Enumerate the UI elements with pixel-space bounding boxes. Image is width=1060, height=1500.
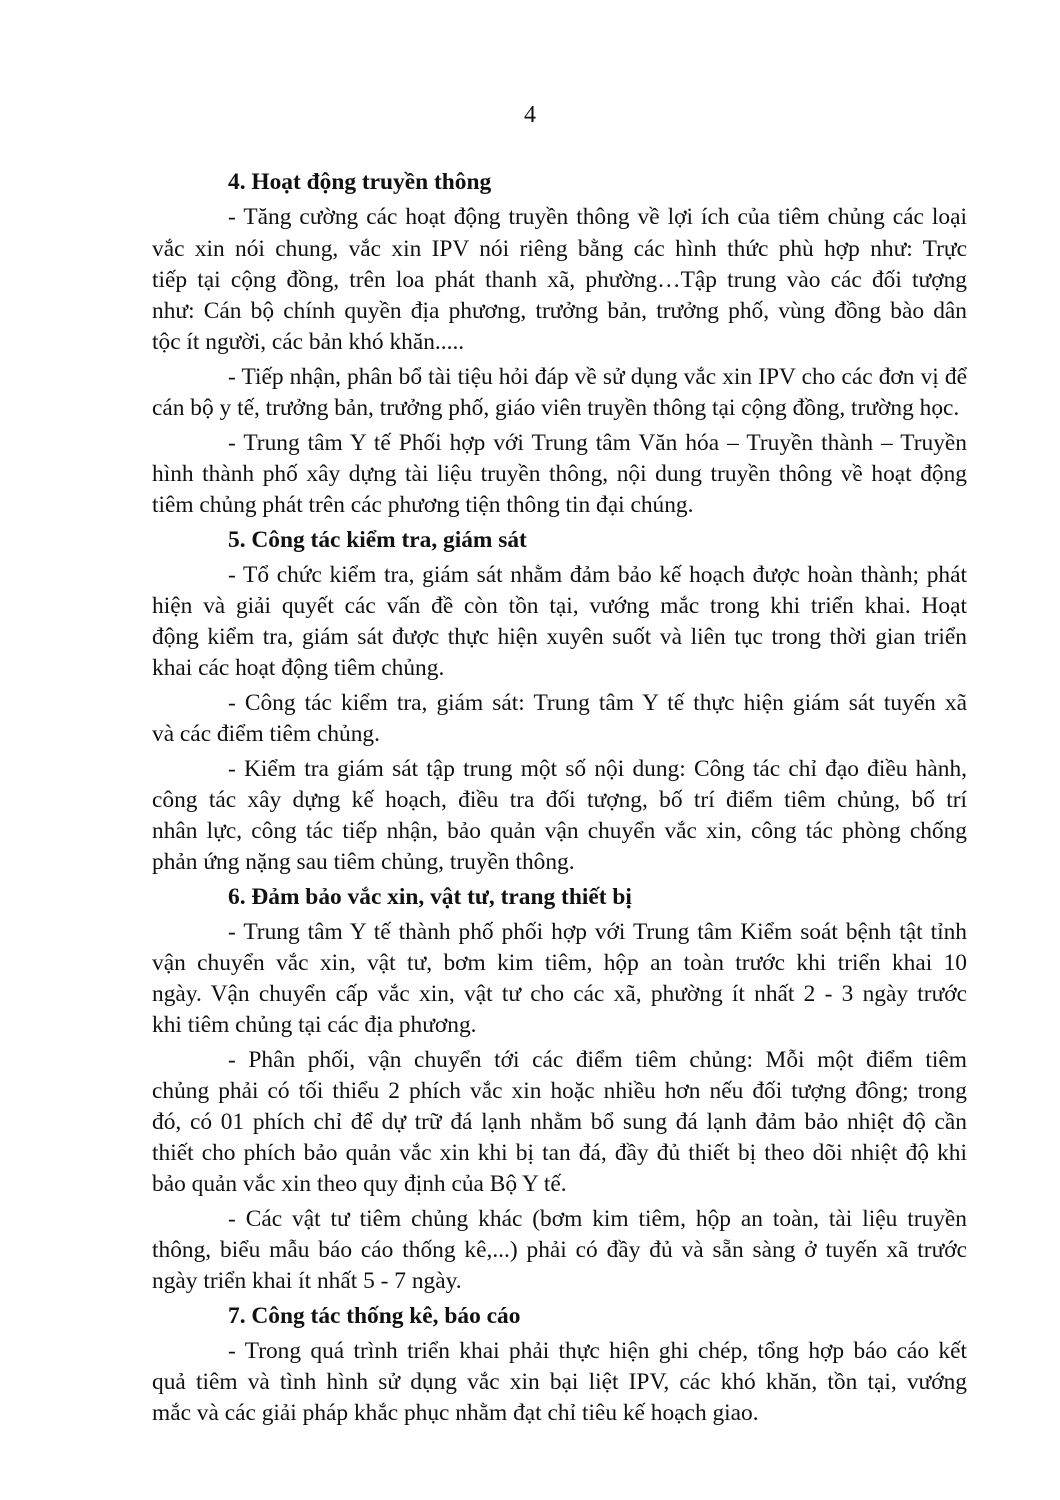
paragraph-line: ngày triển khai ít nhất 5 - 7 ngày. [152,1268,462,1294]
paragraph-line: và các điểm tiêm chủng. [152,721,380,747]
section-heading: 7. Công tác thống kê, báo cáo [228,1303,521,1329]
paragraph-line: - Kiểm tra giám sát tập trung một số nội dung: Công tác chỉ đạo điều hành, [228,756,967,782]
paragraph-line: - Tăng cường các hoạt động truyền thông về lợi ích của tiêm chủng các loại [228,204,967,230]
paragraph-line: cán bộ y tế, trưởng bản, trưởng phố, giáo viên truyền thông tại cộng đồng, trường học. [152,395,960,421]
paragraph-line: ngày. Vận chuyển cấp vắc xin, vật tư cho các xã, phường ít nhất 2 - 3 ngày trước [152,981,967,1007]
paragraph-line: - Phân phối, vận chuyển tới các điểm tiêm chủng: Mỗi một điểm tiêm [228,1047,967,1073]
paragraph-line: - Tiếp nhận, phân bổ tài tiệu hỏi đáp về sử dụng vắc xin IPV cho các đơn vị để [228,364,967,390]
page-number: 4 [524,102,536,128]
paragraph-line: nhân lực, công tác tiếp nhận, bảo quản vận chuyển vắc xin, công tác phòng chống [152,818,967,844]
paragraph-line: tiếp tại cộng đồng, trên loa phát thanh xã, phường…Tập trung vào các đối tượng [152,267,967,293]
section-heading: 4. Hoạt động truyền thông [228,169,492,195]
paragraph-line: chủng phải có tối thiểu 2 phích vắc xin hoặc nhiều hơn nếu đối tượng đông; trong [152,1078,967,1104]
paragraph-line: thông, biểu mẫu báo cáo thống kê,...) phải có đầy đủ và sẵn sàng ở tuyến xã trước [152,1237,967,1263]
paragraph-line: như: Cán bộ chính quyền địa phương, trưởng bản, trưởng phố, vùng đồng bào dân [152,298,967,324]
paragraph-line: - Trong quá trình triển khai phải thực hiện ghi chép, tổng hợp báo cáo kết [228,1338,967,1364]
paragraph-line: công tác xây dựng kế hoạch, điều tra đối tượng, bố trí điểm tiêm chủng, bố trí [152,787,967,813]
paragraph-line: hiện và giải quyết các vấn đề còn tồn tại, vướng mắc trong khi triển khai. Hoạt [152,593,967,619]
paragraph-line: tộc ít người, các bản khó khăn..... [152,329,465,355]
paragraph-line: vận chuyển vắc xin, vật tư, bơm kim tiêm, hộp an toàn trước khi triển khai 10 [152,950,967,976]
paragraph-line: quả tiêm và tình hình sử dụng vắc xin bại liệt IPV, các khó khăn, tồn tại, vướng [152,1369,967,1395]
paragraph-line: - Trung tâm Y tế thành phố phối hợp với Trung tâm Kiểm soát bệnh tật tỉnh [228,919,967,945]
paragraph-line: hình thành phố xây dựng tài liệu truyền thông, nội dung truyền thông về hoạt động [152,461,967,487]
paragraph-line: mắc và các giải pháp khắc phục nhằm đạt chỉ tiêu kế hoạch giao. [152,1400,759,1426]
paragraph-line: khai các hoạt động tiêm chủng. [152,655,445,681]
section-heading: 6. Đảm bảo vắc xin, vật tư, trang thiết bị [228,884,632,910]
paragraph-line: động kiểm tra, giám sát được thực hiện xuyên suốt và liên tục trong thời gian triển [152,624,967,650]
paragraph-line: bảo quản vắc xin theo quy định của Bộ Y tế. [152,1171,567,1197]
paragraph-line: vắc xin nói chung, vắc xin IPV nói riêng bằng các hình thức phù hợp như: Trực [152,236,967,262]
paragraph-line: khi tiêm chủng tại các địa phương. [152,1012,477,1038]
paragraph-line: - Tổ chức kiểm tra, giám sát nhằm đảm bảo kế hoạch được hoàn thành; phát [228,562,967,588]
paragraph-line: - Công tác kiểm tra, giám sát: Trung tâm Y tế thực hiện giám sát tuyến xã [228,690,967,716]
paragraph-line: - Các vật tư tiêm chủng khác (bơm kim tiêm, hộp an toàn, tài liệu truyền [228,1206,967,1232]
paragraph-line: phản ứng nặng sau tiêm chủng, truyền thông. [152,849,575,875]
paragraph-line: thiết cho phích bảo quản vắc xin khi bị tan đá, đầy đủ thiết bị theo dõi nhiệt độ khi [152,1140,967,1166]
paragraph-line: - Trung tâm Y tế Phối hợp với Trung tâm Văn hóa – Truyền thành – Truyền [228,430,967,456]
paragraph-line: đó, có 01 phích chỉ để dự trữ đá lạnh nhằm bổ sung đá lạnh đảm bảo nhiệt độ cần [152,1109,967,1135]
paragraph-line: tiêm chủng phát trên các phương tiện thông tin đại chúng. [152,492,694,518]
section-heading: 5. Công tác kiểm tra, giám sát [228,527,527,553]
